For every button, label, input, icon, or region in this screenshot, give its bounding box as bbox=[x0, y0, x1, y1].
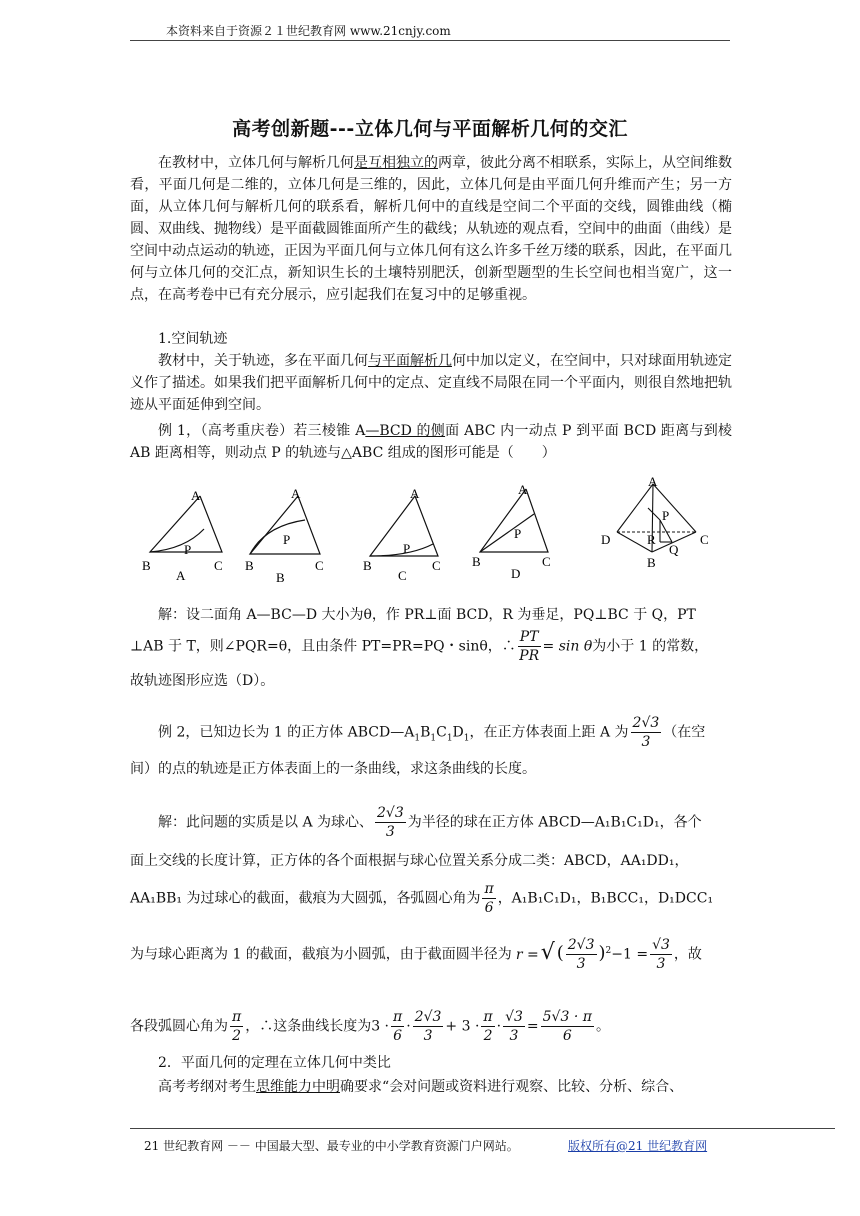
intro-underline: 是互相独立的 bbox=[354, 155, 438, 171]
sol2-text-a: 解：此问题的实质是以 A 为球心、 bbox=[158, 814, 374, 831]
example1-paragraph bbox=[130, 420, 732, 464]
s1-text-1: 教材中，关于轨迹，多在平面几何 bbox=[158, 353, 368, 369]
root3-over-3-fraction: $\frac{√3}{3}$ bbox=[652, 937, 670, 972]
fig-d-label-b: B bbox=[472, 554, 481, 569]
fig-c-label-a: A bbox=[410, 486, 420, 501]
r-symbol: r = bbox=[515, 946, 539, 963]
example2-line1: 例 2，已知边长为 1 的正方体 $ABCD—A_1B_1C_1D_1$，在正方体表面上距 A 为 $\frac{2√3}{3}$ （在空 bbox=[158, 715, 706, 750]
page-title: 高考创新题---立体几何与平面解析几何的交汇 bbox=[232, 118, 628, 140]
page-footer bbox=[130, 1128, 835, 1153]
copyright-link[interactable]: 版权所有@21 世纪教育网 bbox=[568, 1139, 708, 1153]
example2-line2: 间）的点的轨迹是正方体表面上的一条曲线，求这条曲线的长度。 bbox=[130, 761, 536, 777]
result-fraction: $\frac{5√3 \cdot \pi}{6}$ bbox=[542, 1009, 592, 1044]
fig-c-label-c: C bbox=[432, 558, 441, 573]
intro-text-2: 两章，彼此分离不相联系，实际上，从空间维数看，平面几何是二维的，立体几何是三维的，因此，立体几何是由平面几何升维而产生；另一方面，从立体几何与解析几何的联系看，解析几何中的直线是空间二个平面的交线，圆锥曲线（椭圆、双曲线、抛物线）是平面截圆锥面所产生的截线；从轨迹的观点看，空间中的曲面（曲线）是空间中动点运动的轨迹，正因为平面几何与立体几何有这么许多千丝万缕的联系，因此，在平面几何与立体几何的交汇点，新知识生长的土壤特别肥沃，创新型题型的生长空间也相当宽广，这一点，在高考卷中已有充分展示，应引起我们在复习中的足够重视。 bbox=[130, 155, 732, 303]
section2-heading: 2．平面几何的定理在立体几何中类比 bbox=[158, 1055, 391, 1071]
fig-a-option: A bbox=[176, 568, 186, 583]
ex2-text-c: （在空 bbox=[663, 724, 706, 741]
sol1-text-c: 为小于 1 的常数， bbox=[592, 638, 709, 655]
pyr-label-q: Q bbox=[669, 542, 679, 557]
radius-fraction: $\frac{2√3}{3}$ bbox=[377, 805, 404, 840]
solution2-line5: 各段弧圆心角为 $\frac{\pi}{2}$ ，∴这条曲线长度为3 · $\frac{\pi}{6}$ · $\frac{2√3}{3}$ + 3 · $\frac{\pi}{2}$ · $\frac{√3}{3}$ = $\frac{5√3 \cdot \pi}{6}$ 。 bbox=[130, 1009, 610, 1044]
fig-b-label-a: A bbox=[291, 486, 301, 501]
fig-c-label-p: P bbox=[403, 541, 411, 556]
pyr-label-a: A bbox=[648, 474, 658, 489]
sol1-text-a: ⊥AB 于 T，则∠PQR=θ，且由条件 PT=PR=PQ・sinθ，∴ bbox=[130, 638, 516, 655]
solution1-line1: 解：设二面角 A—BC—D 大小为θ，作 PR⊥面 BCD，R 为垂足，PQ⊥BC 于 Q，PT bbox=[158, 607, 696, 623]
ex1-text-1: 例 1，（高考重庆卷）若三棱锥 A bbox=[158, 423, 366, 439]
intro-paragraph bbox=[130, 152, 732, 306]
pi-over-6-fraction: $\frac{\pi}{6}$ bbox=[484, 881, 494, 916]
square-exponent: 2 bbox=[605, 945, 612, 956]
pyr-label-c: C bbox=[700, 532, 709, 547]
sin-theta: = sin θ bbox=[542, 638, 593, 655]
pyramid-figure bbox=[617, 484, 696, 552]
inner-fraction: $\frac{2√3}{3}$ bbox=[567, 937, 595, 972]
option-d-figure bbox=[480, 489, 548, 552]
fig-b-label-c: C bbox=[315, 558, 324, 573]
fig-d-label-c: C bbox=[542, 554, 551, 569]
root3-term: $\frac{√3}{3}$ bbox=[505, 1009, 523, 1044]
page-header bbox=[130, 20, 730, 41]
section1-paragraph bbox=[130, 350, 732, 416]
minus-one: −1 = bbox=[611, 946, 649, 963]
ex2-text-b: 在正方体表面上距 A 为 bbox=[483, 724, 629, 741]
fig-c-label-b: B bbox=[363, 558, 372, 573]
fig-d-label-p: P bbox=[514, 526, 522, 541]
pt-over-pr-fraction: $\frac{PT}{PR}$ bbox=[519, 629, 540, 664]
fig-a-label-c: C bbox=[214, 558, 223, 573]
fig-a-label-b: B bbox=[142, 558, 151, 573]
s2-underline: 思维能力中明 bbox=[256, 1079, 340, 1095]
fig-d-option: D bbox=[511, 566, 521, 581]
s1-text-2: 何中加以定义，在空间中，只对球面用轨迹定义作了描述。如果我们把平面解析几何中的定点、定直线不局限在同一个平面内，则很自然地把轨迹从平面延伸到空间。 bbox=[130, 353, 732, 413]
section1-heading: 1.空间轨迹 bbox=[158, 331, 228, 347]
solution1-line2 bbox=[130, 628, 732, 665]
fig-a-label-p: P bbox=[184, 542, 192, 557]
two-root3-over-3-fraction: $\frac{2√3}{3}$ bbox=[632, 715, 660, 750]
fig-c-option: C bbox=[398, 568, 407, 583]
solution1-line3: 故轨迹图形应选（D）。 bbox=[130, 673, 275, 689]
ex2-text-a: 例 2，已知边长为 1 的正方体 ABCD—A bbox=[158, 724, 415, 741]
fig-b-label-b: B bbox=[245, 558, 254, 573]
s1-underline: 与平面解析几 bbox=[368, 353, 452, 369]
pi-over-2-fraction: $\frac{\pi}{2}$ bbox=[232, 1009, 242, 1044]
pyr-label-p: P bbox=[662, 508, 670, 523]
section2-paragraph: 高考考纲对考生思维能力中明确要求“会对问题或资料进行观察、比较、分析、综合、 bbox=[158, 1079, 684, 1095]
pyr-label-d: D bbox=[601, 532, 611, 547]
sol2-text-b: 为半径的球在正方体 ABCD—A₁B₁C₁D₁，各个 bbox=[407, 814, 702, 831]
solution2-line4: 为与球心距离为 1 的截面，截痕为小圆弧，由于截面圆半径为 r =√ ( $\frac{2√3}{3}$ )$^2$−1 = $\frac{√3}{3}$ ，故 bbox=[130, 937, 702, 972]
header-text: 本资料来自于资源２１世纪教育网 www.21cnjy.com bbox=[166, 24, 451, 38]
fig-d-label-a: A bbox=[518, 482, 528, 497]
pi-over-6-term: $\frac{\pi}{6}$ bbox=[393, 1009, 403, 1044]
pyr-label-b: B bbox=[647, 555, 656, 570]
ex1-text-2: 面 ABC 内一动点 P 到平面 BCD 距离与到棱 AB 距离相等，则动点 P 的轨迹与△ABC 组成的图形可能是（ ） bbox=[130, 423, 732, 461]
pyr-label-r: R bbox=[647, 532, 656, 547]
solution2-line1 bbox=[158, 804, 760, 841]
fig-a-label-a: A bbox=[191, 488, 201, 503]
fig-b-option: B bbox=[276, 570, 285, 585]
two-root3-term: $\frac{2√3}{3}$ bbox=[414, 1009, 442, 1044]
example1-figure bbox=[130, 474, 732, 586]
intro-text-1: 在教材中，立体几何与解析几何 bbox=[158, 155, 354, 171]
fig-b-label-p: P bbox=[283, 532, 291, 547]
ex1-underline: —BCD 的侧 bbox=[365, 423, 446, 439]
footer-text: 21 世纪教育网 －－ 中国最大型、最专业的中小学教育资源门户网站。 bbox=[144, 1139, 519, 1153]
solution2-line2: 面上交线的长度计算，正方体的各个面根据与球心位置关系分成二类：ABCD，AA₁DD₁， bbox=[130, 853, 689, 869]
sqrt-symbol: √ bbox=[540, 939, 555, 965]
pi-over-2-term: $\frac{\pi}{2}$ bbox=[483, 1009, 493, 1044]
solution2-line3: AA₁BB₁ 为过球心的截面，截痕为大圆弧，各弧圆心角为 $\frac{\pi}{6}$ ，A₁B₁C₁D₁，B₁BCC₁，D₁DCC₁ bbox=[130, 881, 714, 916]
